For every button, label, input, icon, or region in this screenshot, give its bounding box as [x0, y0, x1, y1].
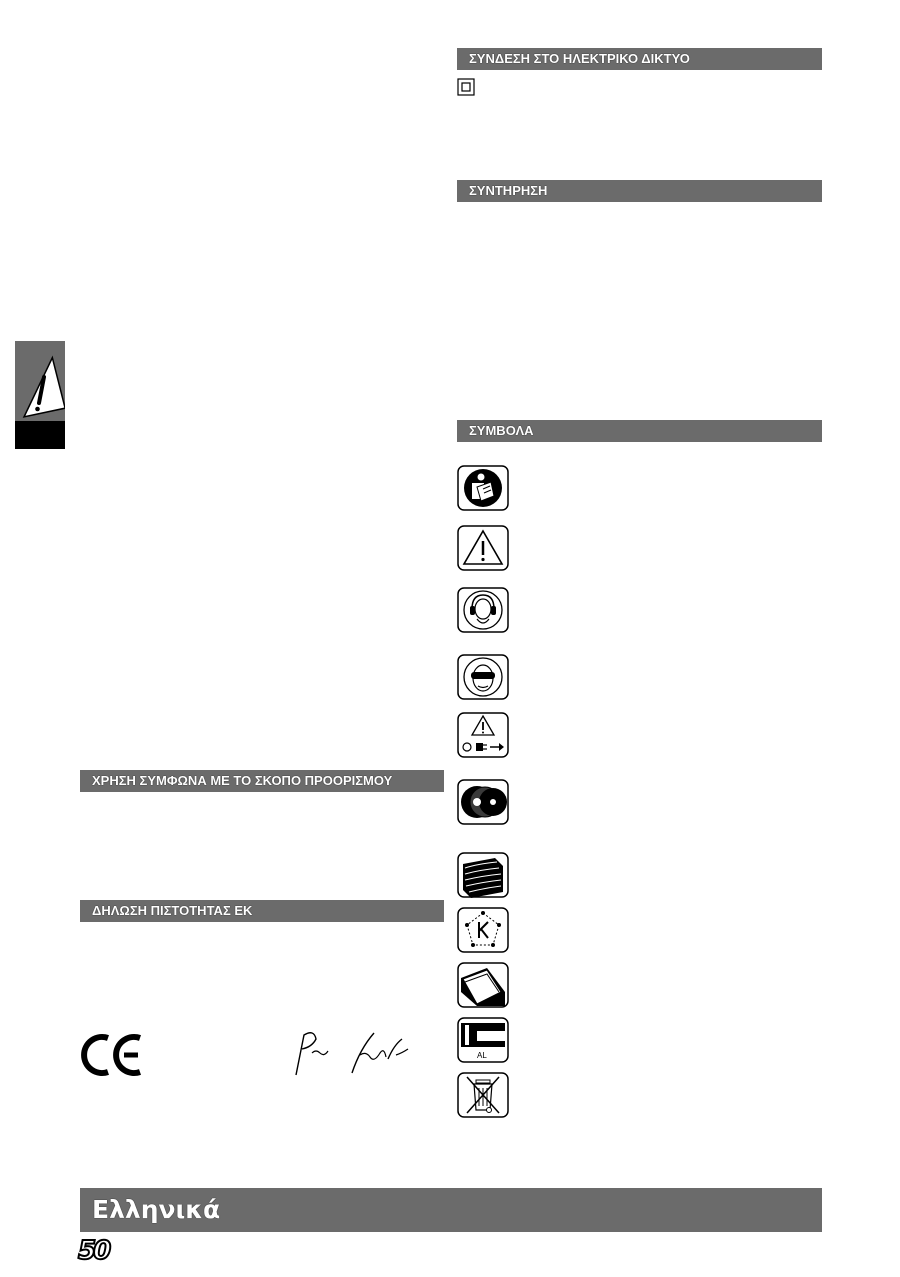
section-header-mains-connection: ΣΥΝΔΕΣΗ ΣΤΟ ΗΛΕΚΤΡΙΚΟ ΔΙΚΤΥΟ	[457, 48, 822, 70]
wood-material-icon	[457, 852, 509, 898]
signature	[290, 1025, 420, 1085]
double-insulation-icon	[457, 78, 475, 96]
weee-disposal-icon	[457, 1072, 509, 1118]
plastic-material-icon	[457, 962, 509, 1008]
warning-icon	[457, 525, 509, 571]
wear-ear-protection-icon	[457, 587, 509, 633]
wear-eye-protection-icon	[457, 654, 509, 700]
aluminium-profile-icon	[457, 1017, 509, 1063]
page-number: 50	[78, 1236, 109, 1266]
section-header-ec-declaration: ΔΗΛΩΣΗ ΠΙΣΤΟΤΗΤΑΣ ΕΚ	[80, 900, 444, 922]
ce-mark-logo	[80, 1032, 144, 1083]
al-label: AL	[477, 1051, 487, 1060]
warning-side-tab	[15, 341, 65, 449]
section-header-maintenance: ΣΥΝΤΗΡΗΣΗ	[457, 180, 822, 202]
k-pentagon-icon	[457, 907, 509, 953]
section-header-intended-use: ΧΡΗΣΗ ΣΥΜΦΩΝΑ ΜΕ ΤΟ ΣΚΟΠΟ ΠΡΟΟΡΙΣΜΟΥ	[80, 770, 444, 792]
read-manual-icon	[457, 465, 509, 511]
section-header-symbols: ΣΥΜΒΟΛΑ	[457, 420, 822, 442]
unplug-before-work-icon	[457, 712, 509, 758]
language-footer-bar: Ελληνικά	[80, 1188, 822, 1232]
saw-blades-icon	[457, 779, 509, 825]
